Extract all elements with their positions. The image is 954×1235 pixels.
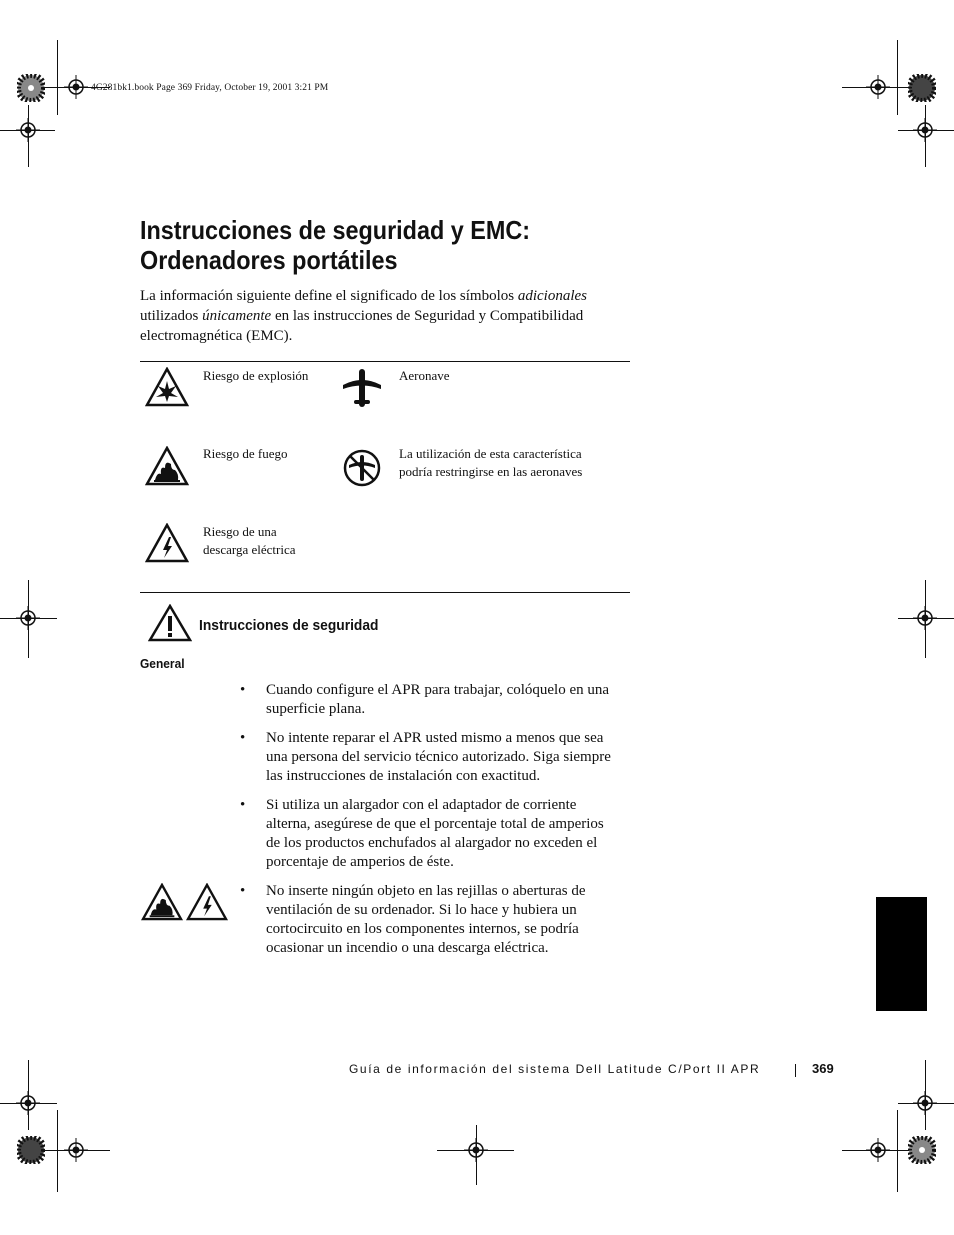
bullet-marker: • (240, 797, 246, 813)
intro-paragraph (140, 286, 632, 346)
footer-guide-title: Guía de información del sistema Dell Latitude C/Port II APR (349, 1062, 761, 1076)
footer-separator (795, 1064, 796, 1077)
list-item-text: Cuando configure el APR para trabajar, colóquelo en una superficie plana. (266, 682, 610, 717)
explosion-hazard-icon (145, 367, 189, 407)
color-star-target-icon (17, 1136, 45, 1164)
electric-shock-label-line: descarga eléctrica (203, 541, 296, 557)
intro-emphasis: únicamente (202, 308, 272, 324)
bullet-marker: • (240, 883, 246, 899)
aircraft-label: Aeronave (399, 368, 450, 383)
color-star-target-icon (908, 74, 936, 102)
intro-text: en las instrucciones de Seguridad y Compatibilidad electromagnética (EMC). (140, 308, 584, 344)
page-title-line1: Instrucciones de seguridad y EMC: (140, 215, 531, 245)
registration-target-icon (913, 1091, 937, 1115)
electric-shock-icon (185, 883, 229, 921)
safety-instructions-heading: Instrucciones de seguridad (199, 617, 379, 634)
color-star-target-icon (908, 1136, 936, 1164)
page-title (140, 215, 644, 275)
aircraft-restricted-icon (342, 448, 382, 488)
intro-text: La información siguiente define el significado de los símbolos (140, 288, 518, 304)
section-thumb-tab (876, 897, 927, 1011)
symbols-table-bottom-rule (140, 592, 630, 593)
registration-target-icon (464, 1138, 488, 1162)
symbols-table-top-rule (140, 361, 630, 362)
aircraft-restricted-label-line: podría restringirse en las aeronaves (399, 463, 583, 479)
registration-target-icon (16, 118, 40, 142)
page-title-line2: Ordenadores portátiles (140, 245, 398, 275)
page-number: 369 (812, 1061, 834, 1076)
fire-hazard-icon (145, 446, 189, 486)
electric-shock-icon (145, 523, 189, 563)
aircraft-restricted-label-line: La utilización de esta característica (399, 446, 582, 461)
registration-target-icon (866, 1138, 890, 1162)
aircraft-icon (341, 367, 383, 409)
registration-target-icon (866, 75, 890, 99)
bullet-marker: • (240, 682, 246, 698)
registration-target-icon (913, 118, 937, 142)
color-star-target-icon (17, 74, 45, 102)
fire-hazard-icon (140, 883, 184, 921)
electric-shock-label-line: Riesgo de una (203, 524, 277, 539)
registration-target-icon (16, 1091, 40, 1115)
registration-target-icon (913, 606, 937, 630)
electric-shock-label (203, 523, 296, 558)
print-info-header: 4G281bk1.book Page 369 Friday, October 19, 2001 3:21 PM (91, 83, 329, 93)
registration-target-icon (16, 606, 40, 630)
list-item-text: No inserte ningún objeto en las rejillas o aberturas de ventilación de su ordenador. Si lo hace y hubiera un cortocircuito en los componentes internos, se podría ocasionar un incendio o una descarga eléctrica. (266, 883, 586, 956)
intro-text: utilizados (140, 308, 203, 324)
aircraft-restricted-label (399, 445, 582, 480)
explosion-hazard-label: Riesgo de explosión (203, 368, 309, 383)
caution-icon (148, 604, 192, 642)
list-item-text: No intente reparar el APR usted mismo a menos que sea una persona del servicio técnico autorizado. Siga siempre las instrucciones de instalación con exactitud. (266, 730, 611, 784)
registration-target-icon (64, 75, 88, 99)
general-subheading: General (140, 656, 185, 671)
bullet-marker: • (240, 730, 246, 746)
registration-target-icon (64, 1138, 88, 1162)
list-item-text: Si utiliza un alargador con el adaptador de corriente alterna, asegúrese de que el porcentaje total de amperios de los productos enchufados al alargador no exceden el porcentaje de amperios de éste. (266, 797, 604, 870)
intro-emphasis: adicionales (517, 288, 587, 304)
fire-hazard-label: Riesgo de fuego (203, 446, 288, 461)
